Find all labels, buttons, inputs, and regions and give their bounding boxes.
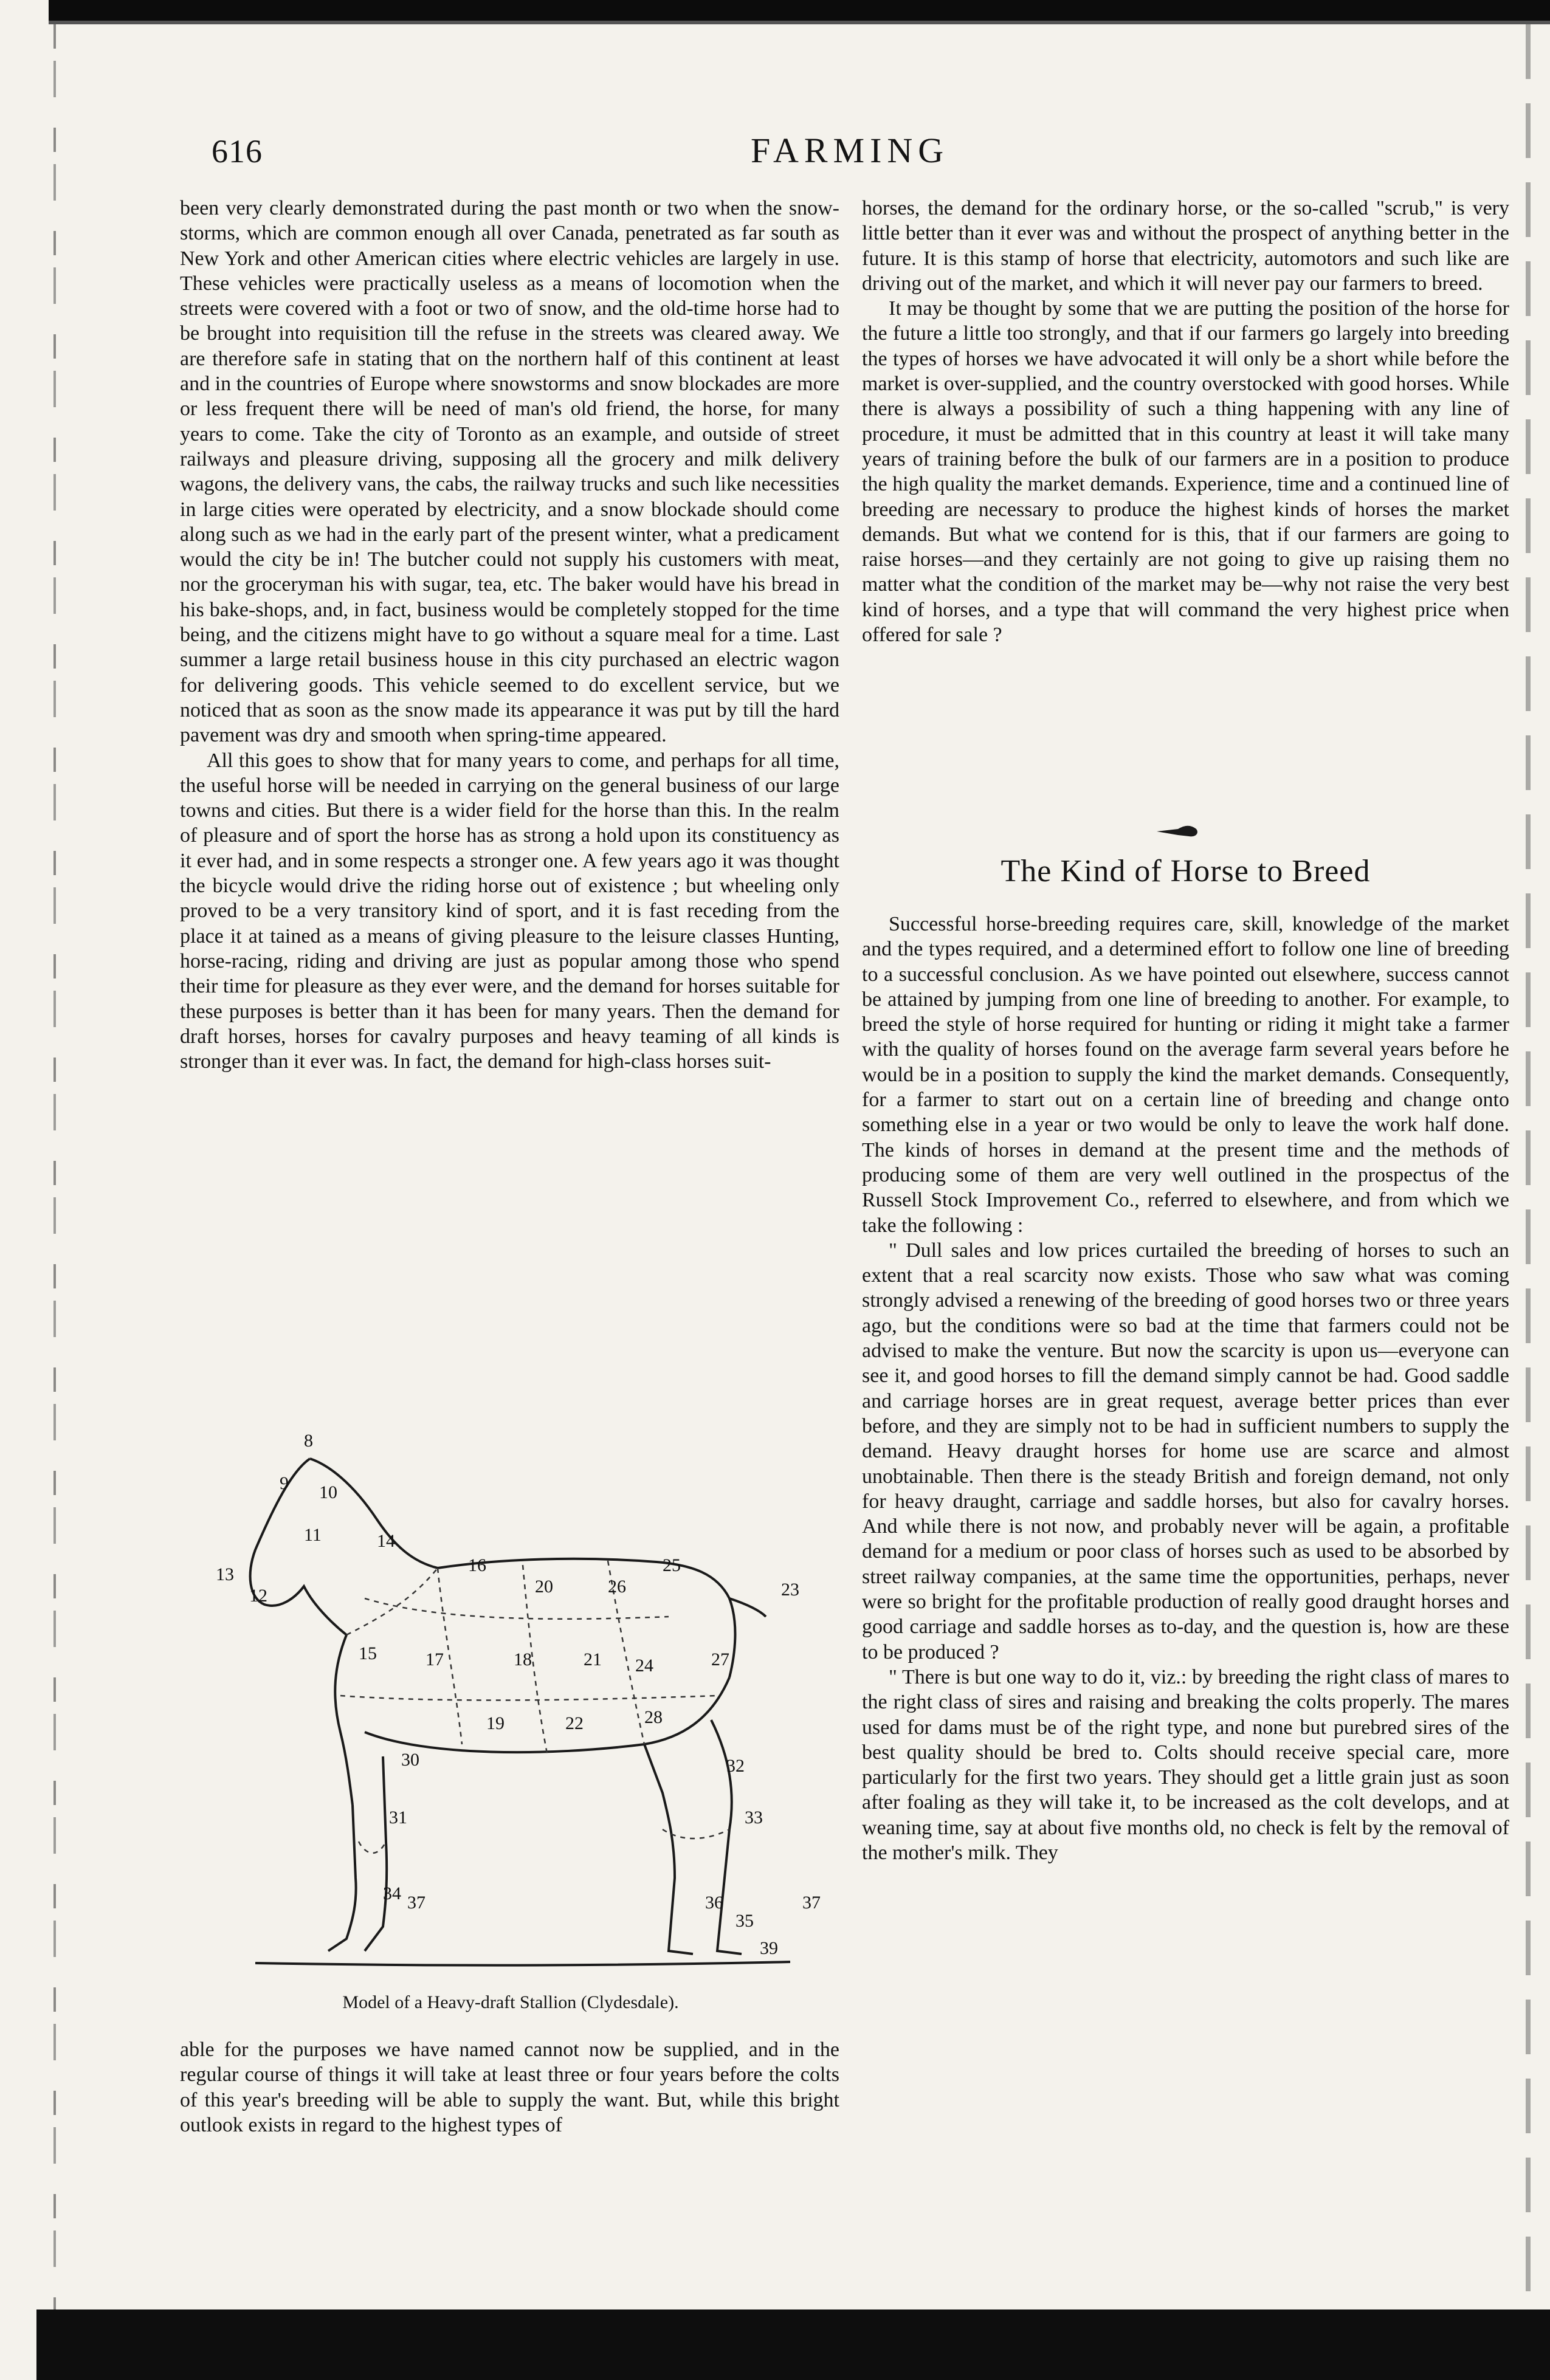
figure-label: 23 (781, 1580, 799, 1600)
figure-label: 16 (468, 1555, 486, 1575)
figure-label: 21 (584, 1649, 602, 1670)
figure-label: 20 (535, 1577, 553, 1597)
right-column-section (862, 912, 1509, 1865)
figure-label: 32 (726, 1756, 745, 1776)
figure-label: 14 (377, 1531, 395, 1551)
figure-label: 9 (280, 1473, 289, 1493)
figure-label: 36 (705, 1893, 723, 1913)
figure-label: 27 (711, 1649, 729, 1670)
scan-border-bottom (36, 2309, 1550, 2380)
figure-label: 35 (735, 1911, 754, 1931)
figure-label: 26 (608, 1577, 626, 1597)
figure-label: 8 (304, 1431, 313, 1451)
figure-label: 33 (745, 1807, 763, 1828)
paragraph: able for the purposes we have named cannot now be supplied, and in the regular course of things it will take at least three or four years before the colts of this year's breeding will be able to supply the want. But, while this bright outlook exists in regard to the highest types of (180, 2038, 839, 2136)
figure-label: 22 (565, 1713, 584, 1733)
figure-label: 18 (514, 1649, 532, 1670)
figure-caption: Model of a Heavy-draft Stallion (Clydesdale). (342, 1992, 679, 2012)
paragraph: Successful horse-breeding requires care, skill, knowledge of the market and the types required, and a determined effort to follow one line of breeding to a successful conclusion. As we have pointed out elsewhere, success cannot be attained by jumping from one line of breeding to another. For example, to breed the style of horse required for hunting or riding it might take a farmer with the quality of horses found on the average farm several years before he would be in a position to supply the kind the market demands. Consequently, for a farmer to start out on a certain line of breeding and change onto something else in a year or two would be only to leave the work half done. The kinds of horses in demand at the present time and the methods of producing some of them are very well outlined in the prospectus of the Russell Stock Improvement Co., referred to elsewhere, and from which we take the following : (862, 913, 1509, 1237)
figure-label: 37 (407, 1893, 425, 1913)
figure-label: 28 (644, 1707, 663, 1727)
figure-label: 19 (486, 1713, 505, 1733)
figure-label: 17 (425, 1649, 444, 1670)
horse-illustration (182, 1416, 839, 1993)
figure-label: 39 (760, 1938, 778, 1958)
figure-label: 10 (319, 1482, 337, 1502)
figure-label: 25 (663, 1555, 681, 1575)
horse-figure (182, 1416, 839, 1993)
paragraph: been very clearly demonstrated during the past month or two when the snow-storms, which are common enough all over Canada, penetrated as far south as New York and other American cities where electric vehicles are largely in use. These vehicles were practically useless as a means of locomotion when the streets were covered with a foot or two of snow, and the old-time horse had to be brought into requisition till the refuse in the streets was cleared away. We are therefore safe in stating that on the northern half of this continent at least and in the countries of Europe where snowstorms and snow blockades are more or less frequent there will be need of man's old friend, the horse, for many years to come. Take the city of Toronto as an example, and outside of street railways and pleasure driving, supposing all the grocery and milk delivery wagons, the delivery vans, the cabs, the railway trucks and such like necessities in large cities were operated by electricity, and a snow blockade should come along such as we had in the early part of the present winter, what a predicament would the city be in! The butcher could not supply his customers with meat, nor the groceryman his with sugar, tea, etc. The baker would have his bread in his bake-shops, and, in fact, business would be completely stopped for the time being, and the citizens might have to go without a square meal for a time. Last summer a large retail business house in this city purchased an electric wagon for delivering goods. This vehicle seemed to do excellent service, but we noticed that as soon as the snow made its appearance it was put by till the hard pavement was dry and smooth when spring-time appeared. (180, 197, 839, 747)
scan-edge-right (1526, 24, 1531, 2309)
figure-label: 34 (383, 1883, 401, 1904)
running-head: FARMING (751, 131, 949, 170)
scan-border-stripe (49, 21, 1550, 24)
pointing-hand-icon (1154, 818, 1202, 842)
paragraph: It may be thought by some that we are putting the position of the horse for the future a little too strongly, and that if our farmers go largely into breeding the types of horses we have advocated it will only be a short while before the market is over-supplied, and the country overstocked with good horses. While there is always a possibility of such a thing happening with any line of procedure, it must be admitted that in this country at least it will take many years of training before the bulk of our farmers are in a position to produce the high quality the market demands. Experience, time and a continued line of breeding are necessary to produce the highest kinds of horses the market demands. But what we contend for is this, that if our farmers are going to raise horses—and they certainly are not going to give up raising them no matter what the condition of the market may be—why not raise the very best kind of horses, and a type that will command the very highest price when offered for sale ? (862, 297, 1509, 647)
figure-label: 31 (389, 1807, 407, 1828)
scan-border-top (49, 0, 1550, 21)
paragraph: " There is but one way to do it, viz.: by breeding the right class of mares to the right class of sires and raising and breaking the colts properly. The mares used for dams must be of the right type, and none but purebred sires of the best quality should be bred to. Colts should receive special care, more particularly for the first two years. They should get a little grain just as soon after foaling as they will take it, to be increased as the colt develops, and at weaning time, say at about five months old, no check is felt by the removal of the mother's milk. They (862, 1665, 1509, 1864)
scan-edge-left (53, 24, 56, 2309)
figure-label: 30 (401, 1750, 419, 1770)
figure-label: 37 (802, 1893, 821, 1913)
figure-label: 13 (216, 1564, 234, 1584)
left-column-continued (180, 2037, 839, 2138)
paragraph: horses, the demand for the ordinary horse, or the so-called "scrub," is very little better than it ever was and without the prospect of anything better in the future. It is this stamp of horse that electricity, automotors and such like are driving out of the market, and which it will never pay our farmers to breed. (862, 197, 1509, 295)
right-column (862, 196, 1509, 647)
figure-label: 15 (359, 1643, 377, 1663)
figure-label: 24 (635, 1656, 653, 1676)
left-column (180, 196, 839, 1074)
paragraph: All this goes to show that for many years to come, and perhaps for all time, the useful horse will be needed in carrying on the general business of our large towns and cities. But there is a wider field for the horse than this. In the realm of pleasure and of sport the horse has as strong a hold upon its constituency as it ever had, and in some respects a stronger one. A few years ago it was thought the bicycle would drive the riding horse out of existence ; but wheeling only proved to be a very transitory kind of sport, and it is fast receding from the place it at tained as a means of giving pleasure to the leisure classes Hunting, horse-racing, riding and driving are just as popular among those who spend their time for pleasure as they ever were, and the demand for horses suitable for these purposes is better than it has been for many years. Then the demand for draft horses, horses for cavalry purposes and heavy teaming of all kinds is stronger than it ever was. In fact, the demand for high-class horses suit- (180, 749, 839, 1073)
figure-label: 11 (304, 1525, 322, 1545)
page-number: 616 (212, 133, 263, 170)
paragraph: " Dull sales and low prices curtailed the breeding of horses to such an extent that a real scarcity now exists. Those who saw what was coming strongly advised a renewing of the breeding of good horses two or three years ago, but the conditions were so bad at the time that farmers could not be advised to make the venture. But now the scarcity is upon us—everyone can see it, and good horses to fill the demand simply cannot be had. Good saddle and carriage horses are in great request, average better prices than ever before, and they are simply not to be had in sufficient numbers to supply the demand. Heavy draught horses for home use are scarce and almost unobtainable. Then there is the steady British and foreign demand, not only for heavy draught, carriage and saddle horses, but also for cavalry horses. And while there is not now, and probably never will be again, a profitable demand for a medium or poor class of horses such as used to be absorbed by street railway companies, at the same time the opportunities, perhaps, never were so bright for the profitable production of really good draught horses and good carriage and saddle horses as to-day, and the question is, how are these to be produced ? (862, 1239, 1509, 1663)
section-heading: The Kind of Horse to Breed (1001, 854, 1371, 889)
figure-label: 12 (249, 1586, 267, 1606)
